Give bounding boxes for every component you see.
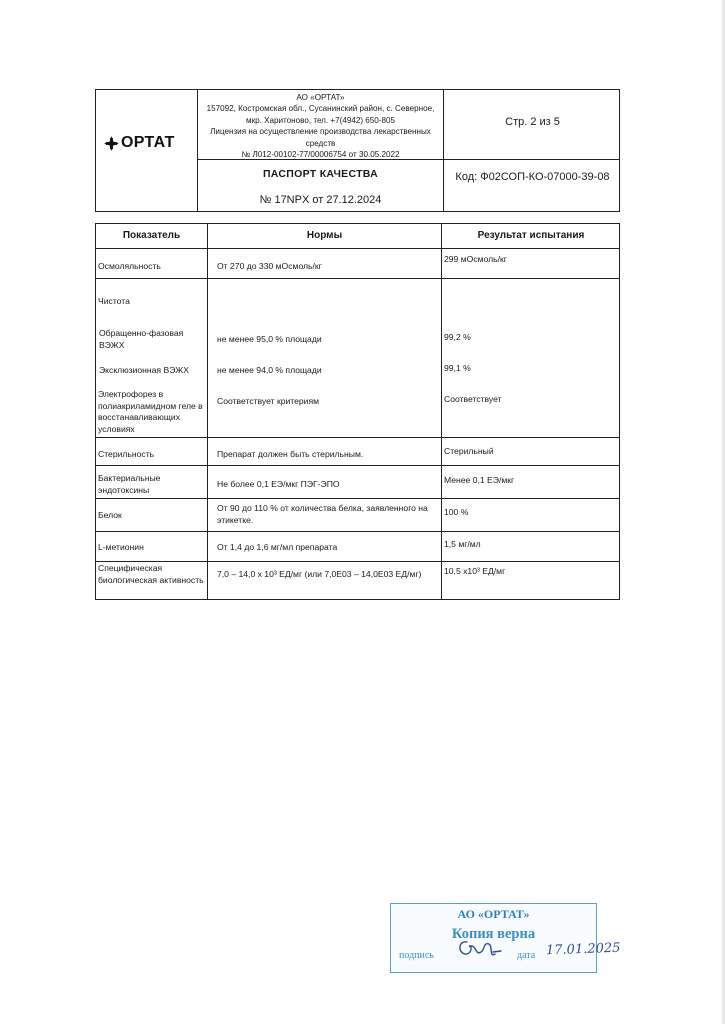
row-divider	[96, 498, 619, 499]
logo-text: ОРТАТ	[121, 134, 175, 151]
license-text-cont: средств	[305, 138, 336, 148]
document-title: ПАСПОРТ КАЧЕСТВА	[262, 168, 379, 180]
table-cell-norm: не менее 95,0 % площади	[217, 334, 322, 344]
row-divider	[96, 531, 619, 532]
page-number: Стр. 2 из 5	[505, 116, 560, 128]
column-header: Нормы	[306, 230, 343, 241]
handwritten-signature	[453, 932, 513, 962]
table-cell-norm: От 270 до 330 мОсмоль/кг	[217, 261, 322, 271]
row-divider	[96, 278, 619, 279]
row-divider	[96, 561, 619, 562]
table-cell-norm: От 1,4 до 1,6 мг/мл препарата	[217, 542, 338, 552]
table-cell-indicator: Стерильность	[98, 449, 155, 459]
row-divider	[96, 248, 619, 249]
document-code: Код: Ф02СОП-КО-07000-39-08	[455, 171, 610, 183]
table-cell-indicator: Специфическая биологическая активность	[98, 563, 204, 585]
quality-table	[95, 223, 620, 600]
stamp-copy-label: Копия верна	[451, 926, 536, 942]
company-address: 157092, Костромская обл., Сусанинский район, с. Северное,	[206, 104, 435, 114]
table-cell-indicator: Белок	[98, 510, 122, 520]
stamp-date-label: дата	[517, 950, 536, 961]
company-phone: мкр. Харитоново, тел. +7(4942) 650-805	[246, 115, 395, 125]
table-cell-result: 100 %	[444, 507, 469, 517]
table-cell-result: Стерильный	[444, 446, 494, 456]
document-header	[95, 89, 620, 212]
company-name: АО «ОРТАТ»	[296, 93, 345, 102]
company-info	[198, 92, 443, 160]
table-cell-indicator: Эксклюзионная ВЭЖХ	[99, 365, 189, 375]
divider	[443, 90, 444, 211]
table-cell-indicator: L-метионин	[98, 542, 144, 552]
document-number: № 17NPX от 27.12.2024	[259, 194, 382, 206]
table-cell-indicator: Обращенно-фазовая ВЭЖХ	[99, 328, 184, 350]
table-cell-result: 299 мОсмоль/кг	[444, 254, 507, 264]
table-cell-result: 99,2 %	[444, 332, 471, 342]
column-header: Показатель	[122, 230, 181, 241]
table-cell-result: Менее 0,1 ЕЭ/мкг	[444, 475, 515, 485]
license-number: № Л012-00102-77/00006754 от 30.05.2022	[241, 150, 400, 160]
license-text: Лицензия на осуществление производства лекарственных	[210, 127, 431, 137]
star-cross-icon	[104, 136, 119, 151]
stamp-signature-label: подпись	[399, 950, 434, 961]
table-cell-indicator: Бактериальные эндотоксины	[98, 473, 161, 495]
table-cell-norm: Не более 0,1 ЕЭ/мкг ПЭГ-ЭПО	[217, 479, 340, 489]
row-divider	[96, 437, 619, 438]
table-cell-norm: От 90 до 110 % от количества белка, заявленного на этикетке.	[217, 503, 428, 525]
table-cell-norm: Препарат должен быть стерильным.	[217, 449, 364, 459]
stamp-date-value: 17.01.2025	[545, 940, 621, 959]
table-cell-indicator: Осмоляльность	[98, 261, 161, 271]
table-cell-indicator: Электрофорез в полиакриламидном геле в восстанавливающих условиях	[98, 389, 203, 434]
table-cell-result: Соответствует	[444, 394, 502, 404]
table-cell-norm: 7,0 – 14,0 х 10³ ЕД/мг (или 7,0Е03 – 14,0Е03 ЕД/мг)	[217, 569, 422, 579]
row-divider	[96, 465, 619, 466]
company-logo	[104, 134, 175, 152]
stamp-company: АО «ОРТАТ»	[457, 907, 530, 921]
column-header: Результат испытания	[477, 230, 585, 241]
table-cell-norm: Соответствует критериям	[217, 396, 320, 406]
certification-stamp	[390, 903, 621, 973]
table-cell-norm: не менее 94,0 % площади	[217, 365, 322, 375]
table-cell-result: 1,5 мг/мл	[444, 539, 481, 549]
table-cell-result: 99,1 %	[444, 363, 471, 373]
table-cell-indicator: Чистота	[98, 296, 130, 306]
table-cell-result: 10,5 х10³ ЕД/мг	[444, 566, 506, 576]
